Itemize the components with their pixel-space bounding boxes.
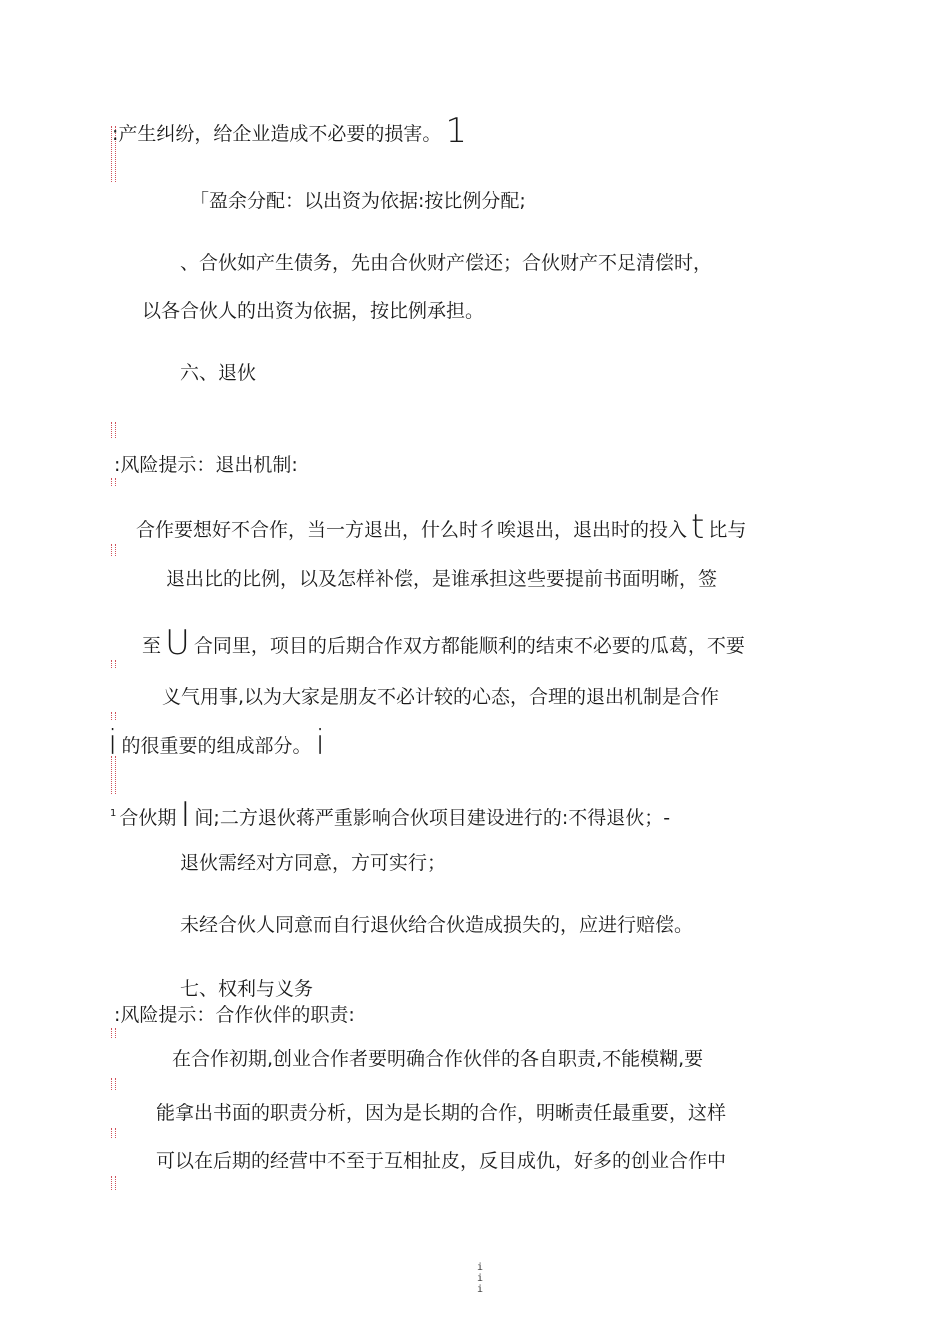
footer-mark: i bbox=[477, 1284, 484, 1295]
text-line: 「盈余分配：以出资为依据:按比例分配; bbox=[190, 190, 526, 212]
text-line-content: 间;二方退伙蒋严重影响合伙项目建设进行的:不得退伙；- bbox=[194, 807, 671, 829]
margin-mark bbox=[111, 544, 116, 556]
margin-mark bbox=[111, 478, 116, 486]
text-line: 能拿出书面的职责分析，因为是长期的合作，明晰责任最重要，这样 bbox=[156, 1102, 727, 1124]
text-line: 未经合伙人同意而自行退伙给合伙造成损失的，应进行赔偿。 bbox=[180, 914, 694, 936]
text-line bbox=[136, 507, 747, 547]
text-line: 在合作初期,创业合作者要明确合作伙伴的各自职责,不能模糊,要 bbox=[172, 1048, 704, 1070]
text-line bbox=[112, 111, 471, 151]
text-line: 退伙需经对方同意，方可实行； bbox=[180, 852, 447, 874]
margin-mark bbox=[111, 1028, 116, 1038]
stray-glyph: i bbox=[315, 723, 325, 763]
text-line: 义气用事,以为大家是朋友不必计较的心态，合理的退出机制是合作 bbox=[162, 686, 720, 708]
text-line-content: 至 bbox=[142, 635, 162, 657]
text-line bbox=[108, 723, 329, 763]
text-line: 以各合伙人的出资为依据，按比例承担。 bbox=[142, 300, 485, 322]
stray-glyph: t bbox=[691, 507, 705, 547]
text-line bbox=[110, 795, 671, 835]
text-line: 、合伙如产生债务，先由合伙财产偿还；合伙财产不足清偿时， bbox=[180, 252, 713, 274]
section-heading: 六、退伙 bbox=[180, 362, 257, 384]
page-footer-marks bbox=[477, 1262, 483, 1295]
text-line-content: 合伙期 bbox=[119, 807, 177, 829]
stray-glyph: i bbox=[108, 723, 118, 763]
text-line bbox=[142, 623, 745, 663]
footer-mark: i bbox=[477, 1262, 484, 1273]
section-heading: 七、权利与义务 bbox=[180, 978, 314, 1000]
footer-mark: i bbox=[477, 1273, 484, 1284]
margin-mark bbox=[111, 712, 116, 720]
text-line: 退出比的比例，以及怎样补偿，是谁承担这些要提前书面明晰，签 bbox=[166, 568, 718, 590]
margin-mark bbox=[111, 1128, 116, 1138]
stray-glyph: U bbox=[165, 623, 190, 663]
margin-mark bbox=[111, 422, 116, 438]
stray-glyph: I bbox=[180, 795, 191, 835]
risk-note: :风险提示：退出机制: bbox=[114, 454, 298, 476]
margin-mark bbox=[111, 1176, 116, 1190]
text-line-content: :产生纠纷，给企业造成不必要的损害。 bbox=[112, 123, 442, 145]
text-line: 可以在后期的经营中不至于互相扯皮，反目成仇，好多的创业合作中 bbox=[156, 1150, 727, 1172]
text-line-content: 合同里，项目的后期合作双方都能顺利的结束不必要的瓜葛，不要 bbox=[193, 635, 745, 657]
stray-glyph: 1 bbox=[445, 111, 468, 151]
text-line-content: 合作要想好不合作，当一方退出，什么时彳唉退出，退出时的投入 bbox=[136, 519, 688, 541]
text-line-content: 的很重要的组成部分。 bbox=[121, 735, 312, 757]
footnote-marker: 1 bbox=[110, 808, 117, 819]
risk-note: :风险提示：合作伙伴的职责: bbox=[114, 1004, 355, 1026]
margin-mark bbox=[111, 1078, 116, 1090]
text-line-content: 比与 bbox=[708, 519, 747, 541]
margin-mark bbox=[111, 660, 116, 668]
